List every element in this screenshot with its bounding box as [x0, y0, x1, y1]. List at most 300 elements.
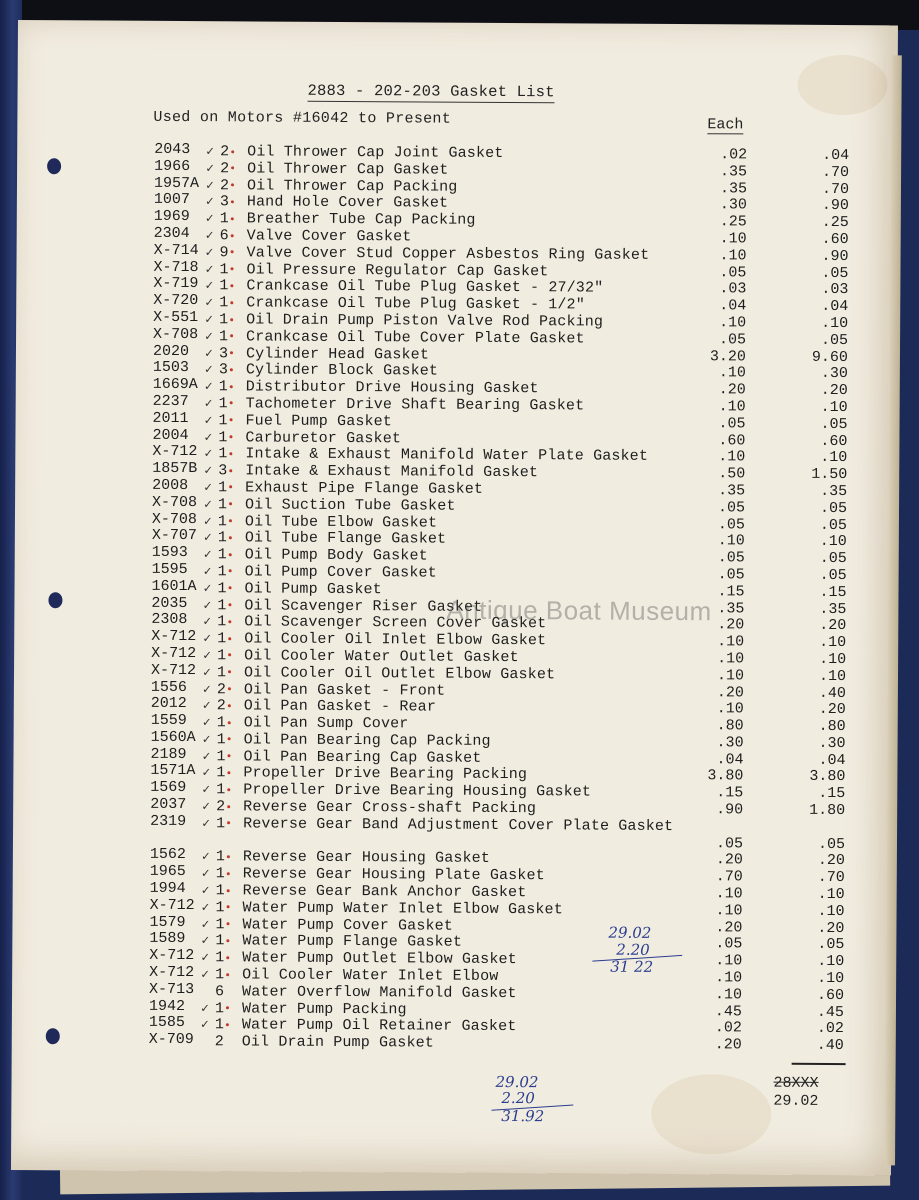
unit-price: .10 [716, 700, 744, 718]
check-mark: ✓ [200, 1000, 209, 1016]
part-description: Breather Tube Cap Packing [246, 210, 476, 229]
check-mark: ✓ [205, 244, 214, 260]
quantity: 1 ✓ [215, 1000, 239, 1017]
red-dot [229, 435, 232, 438]
part-number: 2008 [152, 476, 189, 494]
red-dot [226, 922, 229, 925]
line-total: .35 [819, 600, 847, 618]
line-total: .90 [821, 247, 849, 265]
quantity: 1 ✓ [215, 1017, 239, 1034]
part-number: X-720 [153, 292, 199, 310]
part-description: Oil Pan Gasket - Front [243, 680, 446, 700]
unit-price: .10 [715, 969, 743, 987]
part-number: X-709 [148, 1031, 194, 1049]
unit-price: .25 [719, 213, 747, 231]
part-number: 1571A [150, 762, 196, 780]
part-number: X-713 [149, 980, 195, 998]
part-description: Oil Pan Bearing Cap Packing [243, 731, 491, 750]
unit-price: .30 [716, 734, 744, 752]
check-mark: ✓ [204, 429, 213, 445]
check-mark: ✓ [201, 899, 210, 916]
quantity: 2 ✓ [220, 143, 244, 160]
line-total: 1.80 [809, 801, 846, 820]
quantity: 1 ✓ [220, 210, 244, 227]
red-dot [227, 788, 230, 791]
quantity: 2 ✓ [216, 798, 240, 815]
quantity: 3 ✓ [220, 194, 244, 211]
line-total: .45 [816, 1003, 845, 1021]
quantity: 1 ✓ [218, 546, 242, 563]
check-mark: ✓ [203, 614, 212, 630]
part-number: X-712 [149, 963, 195, 982]
part-number: X-712 [149, 947, 195, 965]
unit-price: .60 [718, 431, 746, 449]
check-mark: ✓ [206, 144, 215, 160]
part-number: 2304 [153, 224, 190, 243]
quantity: 2 ✓ [220, 160, 244, 177]
line-total: .10 [819, 533, 847, 551]
unit-price: .10 [717, 650, 745, 668]
part-description: Distributor Drive Housing Gasket [245, 378, 539, 398]
part-number: X-718 [153, 258, 199, 276]
line-total: .10 [817, 969, 845, 988]
part-number: X-708 [151, 510, 198, 528]
check-mark: ✓ [204, 396, 213, 412]
part-description: Intake & Exhaust Manifold Water Plate Gasket [245, 445, 649, 466]
unit-price: .10 [719, 314, 747, 332]
line-total: 9.60 [811, 348, 849, 366]
part-number: 2020 [152, 342, 190, 360]
part-description: Valve Cover Stud Copper Asbestos Ring Gasket [246, 244, 650, 264]
quantity: 1 ✓ [215, 949, 239, 966]
part-description: Oil Cooler Water Inlet Elbow [242, 966, 499, 985]
unit-price: .15 [716, 784, 744, 802]
quantity: 3 ✓ [219, 345, 243, 362]
red-dot [226, 939, 229, 942]
red-dot [227, 889, 230, 892]
red-dot [227, 805, 230, 808]
quantity: 1 ✓ [219, 278, 243, 295]
line-total: .15 [819, 583, 847, 601]
part-description: Oil Pump Body Gasket [244, 546, 428, 565]
line-total: .05 [819, 566, 847, 584]
part-number: 1007 [153, 191, 190, 209]
line-total: .60 [820, 432, 848, 450]
unit-price: .15 [717, 583, 745, 601]
check-mark: ✓ [203, 580, 212, 596]
check-mark: ✓ [205, 295, 214, 311]
part-number: 1503 [152, 359, 189, 377]
line-total: .70 [822, 163, 850, 181]
part-description: Intake & Exhaust Manifold Gasket [245, 462, 539, 482]
red-dot [227, 771, 230, 774]
quantity: 1 ✓ [218, 446, 242, 463]
unit-price: .05 [719, 263, 747, 282]
line-total: .15 [818, 785, 846, 803]
red-dot [229, 570, 232, 573]
unit-price: .10 [717, 633, 745, 651]
part-number: X-707 [151, 527, 197, 545]
quantity: 1 ✓ [217, 731, 241, 748]
red-dot [228, 603, 231, 606]
quantity: 1 ✓ [216, 865, 240, 882]
part-description: Reverse Gear Housing Gasket [242, 848, 491, 868]
part-number: X-708 [153, 325, 199, 343]
line-total: .60 [816, 986, 845, 1004]
quantity: 1 ✓ [218, 479, 242, 496]
unit-price: .70 [715, 868, 743, 886]
quantity: 1 ✓ [217, 647, 241, 664]
line-total: .10 [821, 314, 849, 333]
quantity: 9 ✓ [220, 244, 244, 261]
quantity: 1 ✓ [216, 765, 240, 782]
unit-price: .05 [717, 566, 745, 584]
part-number: 2189 [150, 745, 187, 763]
unit-price: .03 [719, 280, 747, 298]
red-dot [228, 671, 231, 674]
quantity: 1 ✓ [217, 614, 241, 631]
quantity: 1 ✓ [219, 261, 243, 278]
quantity: 1 ✓ [219, 294, 243, 311]
check-mark: ✓ [203, 530, 212, 546]
red-dot [229, 587, 232, 590]
unit-price: .20 [717, 616, 745, 634]
part-description: Oil Pump Cover Gasket [244, 563, 437, 582]
unit-price: .45 [714, 1002, 743, 1021]
unit-price: .10 [719, 247, 747, 265]
unit-price: .10 [715, 952, 743, 970]
red-dot [230, 335, 233, 338]
red-dot [227, 822, 230, 825]
unit-price: .05 [717, 515, 745, 533]
part-number: 1669A [152, 375, 198, 394]
red-dot [230, 318, 233, 321]
red-dot [229, 503, 232, 506]
part-description: Valve Cover Gasket [246, 227, 412, 246]
part-description: Water Overflow Manifold Gasket [242, 983, 517, 1002]
part-description: Crankcase Oil Tube Cover Plate Gasket [246, 328, 585, 348]
part-description: Carburetor Gasket [245, 428, 402, 447]
unit-price: .10 [714, 986, 743, 1004]
red-dot [231, 234, 234, 237]
part-description: Water Pump Cover Gasket [242, 916, 454, 935]
red-dot [226, 1006, 229, 1009]
part-number: 1994 [149, 879, 186, 898]
part-description: Oil Pan Bearing Cap Gasket [243, 748, 482, 767]
quantity: 1 ✓ [218, 513, 242, 530]
unit-price: .20 [718, 381, 746, 399]
check-mark: ✓ [202, 732, 211, 748]
line-total: 1.50 [811, 465, 848, 484]
line-total: .20 [819, 617, 847, 635]
struck-total: 28XXX [773, 1074, 819, 1092]
part-number: 2012 [150, 695, 187, 713]
check-mark: ✓ [205, 194, 214, 210]
part-description: Crankcase Oil Tube Plug Gasket - 1/2" [246, 294, 585, 314]
total-rule [792, 1063, 846, 1065]
check-mark: ✓ [205, 328, 213, 344]
part-number: X-712 [151, 627, 197, 646]
check-mark: ✓ [205, 312, 214, 328]
grand-total: 29.02 [773, 1092, 819, 1110]
part-number: 2308 [151, 611, 188, 629]
line-total: .05 [819, 499, 848, 517]
part-description: Reverse Gear Band Adjustment Cover Plate Gasket [243, 815, 674, 835]
unit-price: .05 [717, 499, 746, 517]
unit-price: .05 [715, 935, 743, 953]
page-title: 2883 - 202-203 Gasket List [307, 81, 555, 102]
quantity: 1 ✓ [216, 882, 240, 899]
unit-price: .20 [716, 683, 744, 701]
part-number: X-714 [153, 241, 199, 259]
part-number: X-719 [153, 275, 199, 293]
unit-price: .10 [718, 398, 746, 416]
part-number: X-708 [152, 493, 198, 511]
line-total: .05 [819, 550, 847, 568]
unit-price: 3.80 [707, 767, 744, 785]
quantity: 6 [215, 983, 225, 1001]
quantity: 1 ✓ [218, 530, 242, 547]
part-description: Oil Cooler Oil Outlet Elbow Gasket [243, 664, 556, 683]
part-description: Water Pump Flange Gasket [242, 932, 463, 952]
red-dot [228, 704, 231, 707]
red-dot [226, 973, 229, 976]
unit-price: .05 [717, 549, 745, 567]
check-mark: ✓ [204, 362, 213, 378]
part-description: Reverse Gear Bank Anchor Gasket [242, 882, 527, 902]
part-description: Crankcase Oil Tube Plug Gasket - 27/32" [246, 277, 604, 297]
part-number: 1957A [153, 174, 200, 192]
part-description: Water Pump Outlet Elbow Gasket [242, 949, 517, 969]
check-mark: ✓ [206, 160, 214, 176]
part-description: Cylinder Head Gasket [245, 344, 430, 364]
part-number: 1562 [149, 846, 186, 864]
red-dot [230, 267, 233, 270]
unit-price: .35 [719, 179, 748, 198]
line-total: .35 [820, 482, 848, 501]
check-mark: ✓ [204, 463, 213, 479]
line-total: .10 [819, 650, 847, 668]
check-mark: ✓ [201, 916, 210, 932]
check-mark: ✓ [203, 631, 212, 647]
paper-stain [651, 1074, 771, 1155]
line-total: .05 [817, 936, 845, 954]
handwritten-note-line: 2.20 [616, 940, 650, 959]
part-description: Tachometer Drive Shaft Bearing Gasket [245, 395, 585, 415]
table-row [13, 814, 893, 853]
part-number: 1560A [150, 728, 196, 746]
check-mark: ✓ [204, 412, 213, 428]
unit-price: .04 [716, 750, 744, 769]
check-mark: ✓ [203, 648, 211, 664]
unit-price: .90 [716, 801, 744, 819]
part-description: Propeller Drive Bearing Packing [243, 764, 528, 784]
unit-price: .20 [715, 918, 743, 937]
line-total: .02 [816, 1020, 844, 1038]
quantity: 2 ✓ [217, 681, 241, 698]
line-total: .10 [820, 398, 848, 417]
line-total: .20 [818, 701, 846, 719]
check-mark: ✓ [202, 664, 211, 680]
watermark: Antique Boat Museum [446, 594, 712, 627]
unit-price: .05 [715, 834, 744, 853]
part-number: 1969 [153, 208, 190, 226]
line-total: .10 [817, 953, 845, 971]
part-description: Oil Tube Elbow Gasket [244, 512, 438, 532]
quantity: 1 ✓ [216, 815, 240, 832]
unit-price: .10 [719, 230, 747, 248]
part-description: Oil Pump Gasket [244, 580, 382, 598]
line-total: .30 [820, 365, 848, 383]
quantity: 1 ✓ [219, 395, 243, 412]
quantity: 1 ✓ [219, 311, 243, 328]
check-mark: ✓ [202, 681, 211, 697]
unit-price: .10 [715, 885, 743, 903]
red-dot [230, 402, 233, 405]
check-mark: ✓ [201, 849, 210, 865]
unit-price: .02 [714, 1019, 742, 1037]
quantity: 1 ✓ [216, 899, 240, 916]
each-column-header: Each [707, 116, 744, 134]
quantity: 1 ✓ [217, 580, 241, 597]
line-total: .05 [821, 264, 849, 282]
page-subtitle: Used on Motors #16042 to Present [153, 108, 452, 128]
part-description: Hand Hole Cover Gasket [246, 193, 449, 213]
line-total: .10 [818, 667, 847, 685]
quantity: 1 ✓ [217, 714, 241, 731]
line-total: .25 [821, 214, 849, 232]
part-description: Oil Drain Pump Piston Valve Rod Packing [246, 311, 604, 331]
unit-price: .02 [720, 146, 748, 164]
check-mark: ✓ [203, 547, 212, 563]
unit-price: .10 [716, 666, 745, 685]
unit-price: 3.20 [709, 347, 747, 366]
red-dot [227, 855, 230, 858]
red-dot [231, 200, 234, 203]
part-number: X-712 [149, 896, 195, 914]
check-mark: ✓ [205, 177, 214, 193]
part-number: 1589 [149, 930, 186, 948]
handwritten-note-line: 2.20 [501, 1088, 535, 1108]
quantity: 1 ✓ [217, 597, 241, 614]
unit-price: .10 [717, 532, 745, 550]
quantity: 1 ✓ [215, 966, 239, 983]
part-number: 1556 [150, 678, 187, 696]
red-dot [230, 284, 233, 287]
line-total: .03 [821, 281, 849, 299]
part-number: 1601A [151, 577, 197, 595]
red-dot [231, 167, 234, 170]
check-mark: ✓ [201, 883, 210, 899]
red-dot [231, 150, 234, 153]
red-dot [229, 469, 232, 472]
unit-price: .30 [719, 196, 747, 214]
check-mark: ✓ [202, 698, 211, 714]
quantity: 3 ✓ [219, 362, 243, 379]
unit-price: .10 [718, 364, 746, 382]
red-dot [229, 452, 232, 455]
unit-price: .35 [720, 163, 748, 181]
part-description: Cylinder Block Gasket [245, 361, 439, 380]
part-number: 1965 [149, 863, 186, 881]
check-mark: ✓ [205, 261, 214, 277]
unit-price: .50 [718, 465, 746, 483]
part-description: Oil Scavenger Screen Cover Gasket [244, 613, 547, 633]
red-dot [231, 217, 234, 220]
red-dot [228, 738, 231, 741]
line-total: .40 [818, 684, 846, 702]
line-total: .80 [818, 717, 846, 736]
part-description: Water Pump Oil Retainer Gasket [241, 1016, 517, 1036]
red-dot [229, 519, 232, 522]
line-total: .10 [817, 885, 845, 904]
line-total: 3.80 [809, 768, 846, 786]
unit-price: .35 [717, 599, 745, 617]
red-dot [228, 721, 231, 724]
check-mark: ✓ [201, 933, 210, 949]
handwritten-note-line: 29.02 [608, 923, 652, 942]
part-description: Oil Cooler Oil Inlet Elbow Gasket [244, 630, 547, 650]
part-description: Water Pump Packing [241, 1000, 407, 1019]
quantity: 6 ✓ [220, 227, 244, 244]
line-total: .05 [817, 835, 846, 853]
line-total: .04 [822, 146, 850, 165]
part-number: 2319 [150, 812, 187, 830]
unit-price: .05 [718, 331, 747, 349]
quantity: 1 ✓ [218, 563, 242, 580]
quantity: 1 ✓ [219, 328, 243, 345]
check-mark: ✓ [201, 967, 210, 983]
quantity: 1 ✓ [218, 429, 242, 446]
red-dot [227, 906, 230, 909]
red-dot [231, 251, 234, 254]
quantity: 1 ✓ [215, 916, 239, 933]
quantity: 1 ✓ [215, 933, 239, 950]
line-total: .70 [821, 180, 850, 198]
red-dot [226, 1023, 229, 1026]
line-total: .70 [817, 869, 845, 887]
red-dot [230, 419, 233, 422]
unit-price: .35 [718, 482, 746, 500]
part-description: Oil Pressure Regulator Cap Gasket [246, 260, 549, 280]
line-total: .20 [820, 382, 848, 400]
part-description: Oil Thrower Cap Packing [246, 176, 458, 196]
part-description: Fuel Pump Gasket [245, 412, 393, 431]
line-total: .04 [821, 298, 849, 316]
red-dot [228, 755, 231, 758]
check-mark: ✓ [202, 765, 211, 781]
quantity: 1 ✓ [217, 630, 241, 647]
red-dot [229, 486, 232, 489]
line-total: .10 [817, 902, 845, 920]
unit-price: .20 [715, 851, 743, 869]
quantity: 2 ✓ [217, 698, 241, 715]
check-mark: ✓ [203, 496, 212, 512]
check-mark: ✓ [204, 379, 213, 395]
part-description: Oil Scavenger Riser Gasket [244, 596, 483, 616]
line-total: .40 [816, 1037, 844, 1055]
check-mark: ✓ [204, 480, 213, 496]
part-description: Reverse Gear Cross-shaft Packing [243, 798, 537, 818]
red-dot [229, 553, 232, 556]
handwritten-note-line: 31 22 [610, 957, 654, 976]
check-mark: ✓ [202, 748, 211, 764]
part-description: Oil Pan Gasket - Rear [243, 697, 437, 716]
quantity: 1 ✓ [216, 748, 240, 765]
part-description: Propeller Drive Bearing Housing Gasket [243, 781, 592, 801]
part-description: Oil Tube Flange Gasket [244, 529, 447, 548]
unit-price: .10 [718, 448, 746, 466]
